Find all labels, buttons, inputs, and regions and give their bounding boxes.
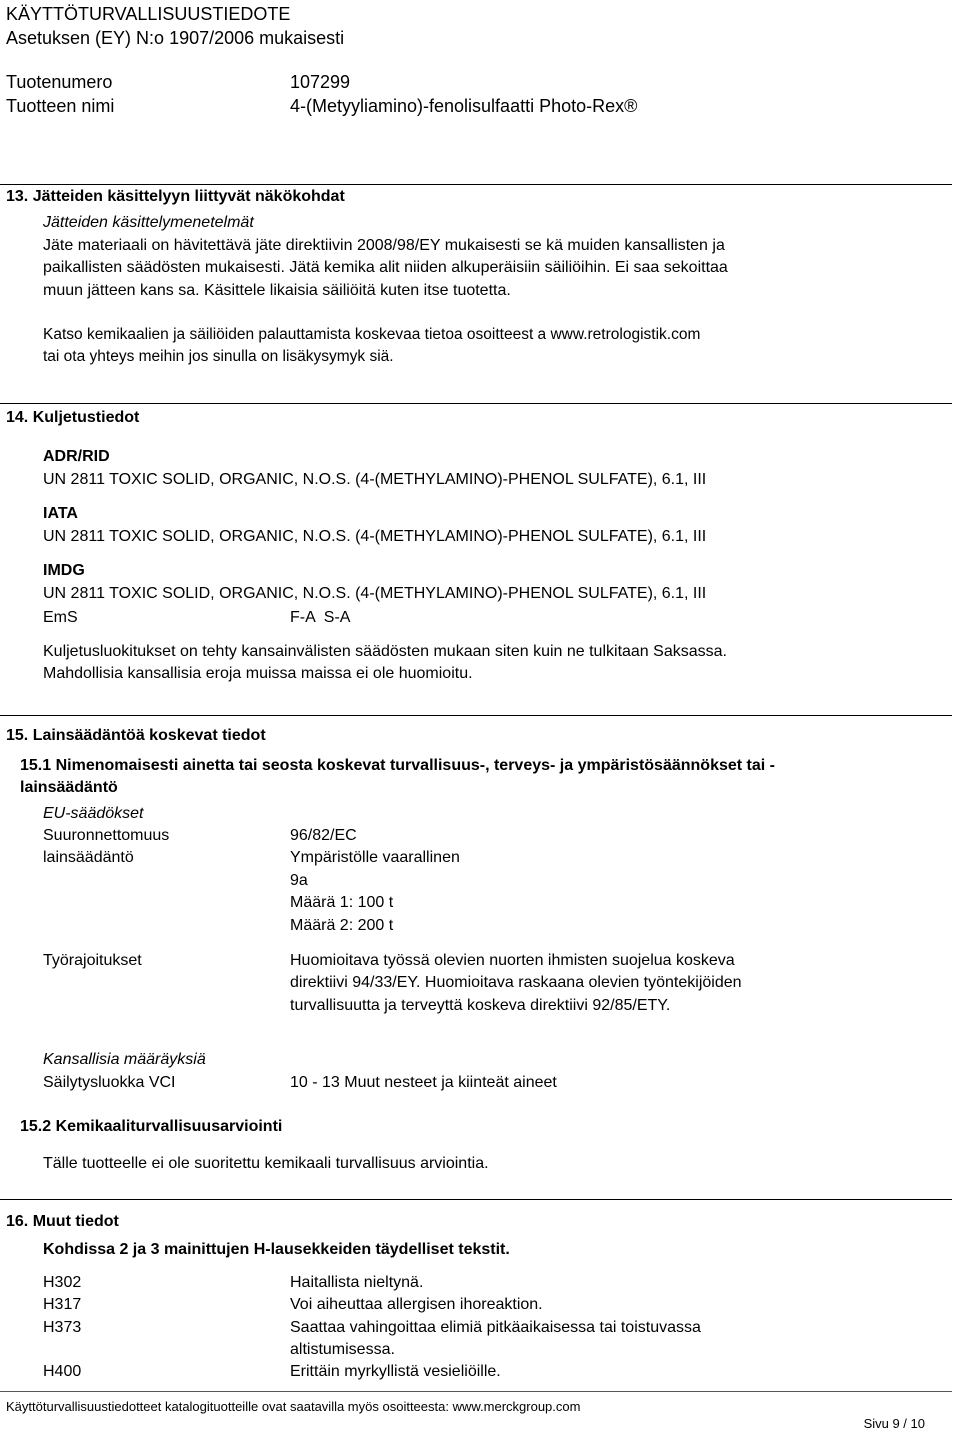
h-statement-code: H302: [43, 1274, 82, 1291]
major-accident-value-line-3: 9a: [290, 872, 308, 889]
waste-text-line-3: muun jätteen kans sa. Käsittele likaisia säiliöitä kuten itse tuotetta.: [43, 282, 511, 299]
product-number-label: Tuotenumero: [6, 72, 113, 92]
section-15-2-heading: 15.2 Kemikaaliturvallisuusarviointi: [20, 1118, 283, 1135]
page-number: Sivu 9 / 10: [863, 1416, 925, 1431]
h-statement-text: Voi aiheuttaa allergisen ihoreaktion.: [290, 1296, 543, 1313]
section-15-heading: 15. Lainsäädäntöä koskevat tiedot: [6, 727, 266, 744]
h-statement-text: Saattaa vahingoittaa elimiä pitkäaikaisessa tai toistuvassa: [290, 1319, 701, 1336]
transport-note-line-2: Mahdollisia kansallisia eroja muissa maissa ei ole huomioitu.: [43, 665, 473, 682]
storage-class-label: Säilytysluokka VCI: [43, 1074, 176, 1091]
waste-methods-subheading: Jätteiden käsittelymenetelmät: [43, 214, 254, 231]
work-restrictions-line-1: Huomioitava työssä olevien nuorten ihmisten suojelua koskeva: [290, 952, 735, 969]
major-accident-value-line-1: 96/82/EC: [290, 827, 357, 844]
work-restrictions-line-3: turvallisuutta ja terveyttä koskeva direktiivi 92/85/ETY.: [290, 997, 671, 1014]
product-name-value: 4-(Metyyliamino)-fenolisulfaatti Photo-Rex®: [290, 96, 638, 116]
product-name-label: Tuotteen nimi: [6, 96, 115, 116]
h-statement-text-continuation: altistumisessa.: [290, 1341, 395, 1358]
section-16-divider: [0, 1199, 952, 1200]
work-restrictions-line-2: direktiivi 94/33/EY. Huomioitava raskaana olevien työntekijöiden: [290, 974, 742, 991]
h-statement-code: H317: [43, 1296, 82, 1313]
major-accident-value-line-5: Määrä 2: 200 t: [290, 917, 394, 934]
footer-divider: [0, 1391, 952, 1392]
waste-text-line-2: paikallisten säädösten mukaisesti. Jätä kemika alit niiden alkuperäisiin säiliöihin. Ei saa sekoittaa: [43, 259, 728, 276]
section-13-heading: 13. Jätteiden käsittelyyn liittyvät näkökohdat: [6, 188, 345, 205]
h-statements-subheading: Kohdissa 2 ja 3 mainittujen H-lausekkeiden täydelliset tekstit.: [43, 1241, 510, 1258]
h-statement-code: H400: [43, 1363, 82, 1380]
national-regulations-heading: Kansallisia määräyksiä: [43, 1051, 206, 1068]
h-statement-text: Erittäin myrkyllistä vesieliöille.: [290, 1363, 501, 1380]
storage-class-value: 10 - 13 Muut nesteet ja kiinteät aineet: [290, 1074, 557, 1091]
document-title: KÄYTTÖTURVALLISUUSTIEDOTE: [6, 4, 291, 24]
iata-value: UN 2811 TOXIC SOLID, ORGANIC, N.O.S. (4-(METHYLAMINO)-PHENOL SULFATE), 6.1, III: [43, 528, 707, 545]
product-number-value: 107299: [290, 72, 351, 92]
section-15-2-text: Tälle tuotteelle ei ole suoritettu kemikaali turvallisuus arviointia.: [43, 1155, 489, 1172]
major-accident-value-line-2: Ympäristölle vaarallinen: [290, 849, 460, 866]
major-accident-label-line-2: lainsäädäntö: [43, 849, 134, 866]
adr-label: ADR/RID: [43, 448, 110, 465]
section-16-heading: 16. Muut tiedot: [6, 1213, 119, 1230]
work-restrictions-label: Työrajoitukset: [43, 952, 142, 969]
section-15-divider: [0, 715, 952, 716]
ems-value: F-A S-A: [290, 609, 351, 626]
return-note-line-2: tai ota yhteys meihin jos sinulla on lisäkysymyk siä.: [43, 348, 394, 365]
major-accident-value-line-4: Määrä 1: 100 t: [290, 894, 394, 911]
eu-regulations-heading: EU-säädökset: [43, 805, 144, 822]
imdg-label: IMDG: [43, 562, 85, 579]
section-15-1-heading-line-1: 15.1 Nimenomaisesti ainetta tai seosta koskevat turvallisuus-, terveys- ja ympäristösäännökset tai -: [20, 757, 775, 774]
section-14-divider: [0, 403, 952, 404]
section-13-divider: [0, 184, 952, 185]
h-statement-code: H373: [43, 1319, 82, 1336]
section-15-1-heading-line-2: lainsäädäntö: [20, 779, 118, 796]
iata-label: IATA: [43, 505, 78, 522]
return-note-line-1: Katso kemikaalien ja säiliöiden palauttamista koskevaa tietoa osoitteest a www.retrologistik.com: [43, 326, 701, 343]
section-14-heading: 14. Kuljetustiedot: [6, 409, 140, 426]
major-accident-label-line-1: Suuronnettomuus: [43, 827, 170, 844]
adr-value: UN 2811 TOXIC SOLID, ORGANIC, N.O.S. (4-(METHYLAMINO)-PHENOL SULFATE), 6.1, III: [43, 471, 707, 488]
imdg-value: UN 2811 TOXIC SOLID, ORGANIC, N.O.S. (4-(METHYLAMINO)-PHENOL SULFATE), 6.1, III: [43, 585, 707, 602]
h-statement-text: Haitallista nieltynä.: [290, 1274, 424, 1291]
document-subtitle: Asetuksen (EY) N:o 1907/2006 mukaisesti: [6, 28, 345, 48]
transport-note-line-1: Kuljetusluokitukset on tehty kansainvälisten säädösten mukaan siten kuin ne tulkitaan Saksassa.: [43, 643, 727, 660]
waste-text-line-1: Jäte materiaali on hävitettävä jäte direktiivin 2008/98/EY mukaisesti se kä muiden kansallisten ja: [43, 237, 725, 254]
footer-text: Käyttöturvallisuustiedotteet katalogituotteille ovat saatavilla myös osoitteesta: www.merckgroup.com: [6, 1399, 581, 1414]
ems-label: EmS: [43, 609, 78, 626]
